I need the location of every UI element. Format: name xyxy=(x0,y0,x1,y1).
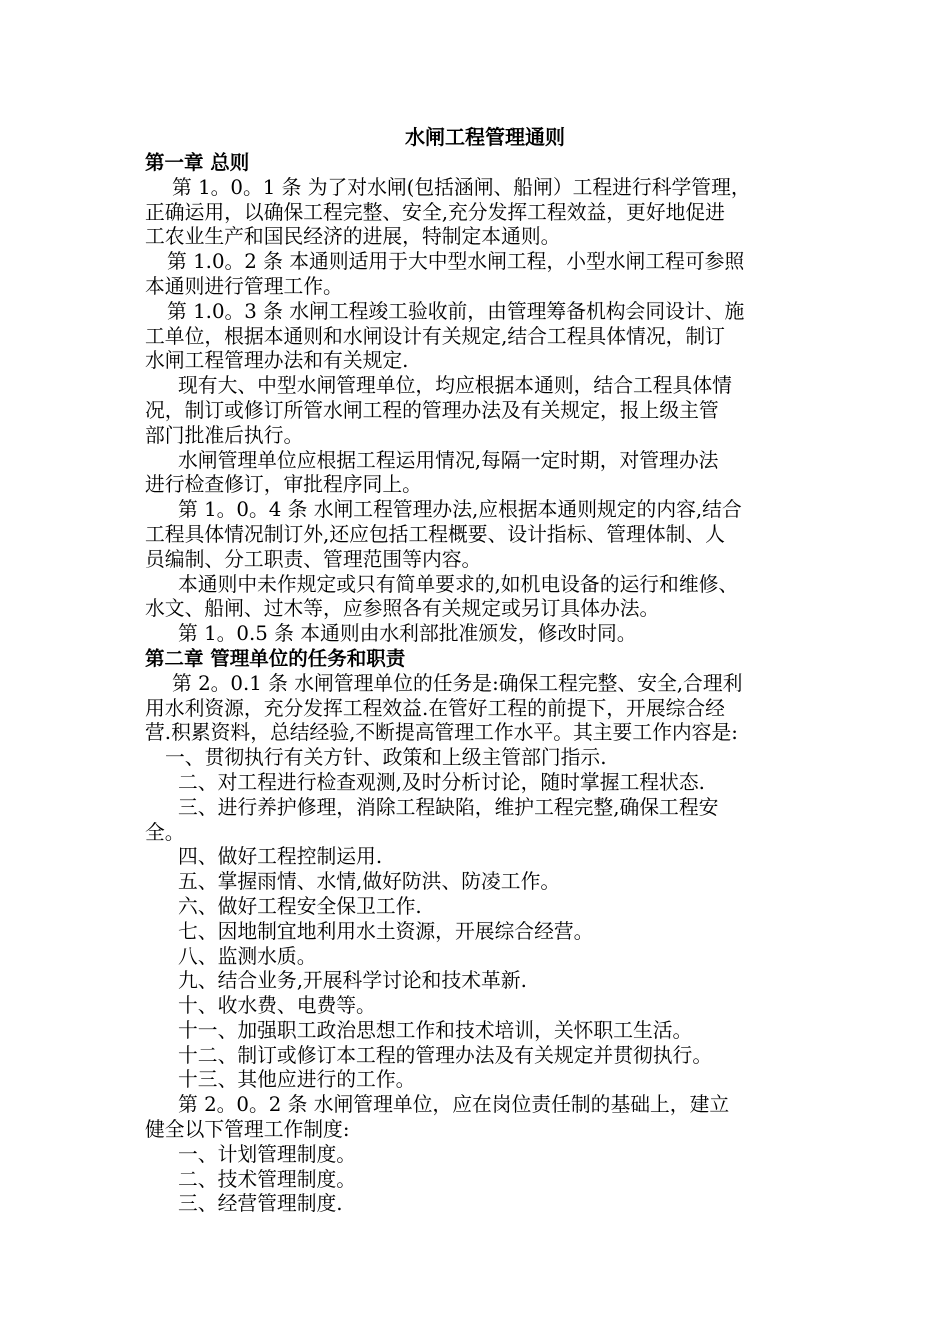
paragraph-line: 员编制、分工职责、管理范围等内容。 xyxy=(145,547,482,571)
paragraph-line: 部门批准后执行。 xyxy=(145,423,304,447)
paragraph-line: 八、监测水质。 xyxy=(178,944,317,968)
paragraph-line: 三、进行养护修理，消除工程缺陷，维护工程完整,确保工程安 xyxy=(178,795,719,819)
paragraph-line: 本通则中未作规定或只有简单要求的,如机电设备的运行和维修、 xyxy=(178,572,739,596)
paragraph-line: 工程具体情况制订外,还应包括工程概要、设计指标、管理体制、人 xyxy=(145,522,725,546)
document-page xyxy=(145,123,825,1217)
document-title: 水闸工程管理通则 xyxy=(405,125,565,149)
paragraph xyxy=(145,1143,825,1168)
paragraph xyxy=(145,1044,825,1069)
paragraph xyxy=(145,771,825,796)
paragraph-line: 第 2。0.1 条 水闸管理单位的任务是:确保工程完整、安全,合理利 xyxy=(172,671,743,695)
paragraph-line: 营.积累资料，总结经验,不断提高管理工作水平。其主要工作内容是: xyxy=(145,721,738,745)
paragraph-line: 第 1。0。1 条 为了对水闸(包括涵闸、船闸）工程进行科学管理， xyxy=(172,175,751,199)
paragraph xyxy=(145,449,825,499)
paragraph xyxy=(145,746,825,771)
paragraph-line: 本通则进行管理工作。 xyxy=(145,274,343,298)
paragraph xyxy=(145,920,825,945)
paragraph-line: 十、收水费、电费等。 xyxy=(178,994,376,1018)
paragraph xyxy=(145,845,825,870)
paragraph-line: 五、掌握雨情、水情,做好防洪、防凌工作。 xyxy=(178,870,561,894)
paragraph-line: 水文、船闸、过木等，应参照各有关规定或另订具体办法。 xyxy=(145,597,660,621)
paragraph-line: 十二、制订或修订本工程的管理办法及有关规定并贯彻执行。 xyxy=(178,1043,713,1067)
paragraph xyxy=(145,1068,825,1093)
paragraph xyxy=(145,672,825,746)
paragraph xyxy=(145,622,825,647)
paragraph-line: 第 1。0.5 条 本通则由水利部批准颁发，修改时同。 xyxy=(178,622,637,646)
paragraph xyxy=(145,498,825,572)
paragraph-line: 水闸工程管理办法和有关规定. xyxy=(145,349,409,373)
paragraph-line: 九、结合业务,开展科学讨论和技术革新. xyxy=(178,969,527,993)
paragraph-line: 四、做好工程控制运用. xyxy=(178,845,383,869)
paragraph xyxy=(145,573,825,623)
paragraph-line: 现有大、中型水闸管理单位，均应根据本通则，结合工程具体情 xyxy=(178,374,732,398)
paragraph-line: 六、做好工程安全保卫工作. xyxy=(178,894,422,918)
chapter-heading: 第二章 管理单位的任务和职责 xyxy=(145,646,406,670)
paragraph-line: 二、技术管理制度。 xyxy=(178,1167,357,1191)
paragraph xyxy=(145,300,825,374)
paragraph-line: 正确运用，以确保工程完整、安全,充分发挥工程效益，更好地促进 xyxy=(145,200,725,224)
paragraph-line: 第 1.0。3 条 水闸工程竣工验收前，由管理筹备机构会同设计、施 xyxy=(167,299,745,323)
paragraph xyxy=(145,1019,825,1044)
paragraph-line: 第 1.0。2 条 本通则适用于大中型水闸工程，小型水闸工程可参照 xyxy=(167,250,745,274)
paragraph-line: 二、对工程进行检查观测,及时分析讨论，随时掌握工程状态. xyxy=(178,770,705,794)
paragraph xyxy=(145,1192,825,1217)
paragraph-line: 况，制订或修订所管水闸工程的管理办法及有关规定，报上级主管 xyxy=(145,398,719,422)
chapter-heading: 第一章 总则 xyxy=(145,151,250,174)
paragraph-line: 三、经营管理制度. xyxy=(178,1192,343,1216)
paragraph xyxy=(145,994,825,1019)
paragraph xyxy=(145,374,825,448)
paragraph-line: 一、贯彻执行有关方针、政策和上级主管部门指示. xyxy=(165,746,607,770)
paragraph xyxy=(145,1168,825,1193)
paragraph-line: 七、因地制宜地利用水土资源，开展综合经营。 xyxy=(178,919,594,943)
document-body xyxy=(145,151,825,1217)
paragraph-line: 进行检查修订，审批程序同上。 xyxy=(145,473,422,497)
paragraph xyxy=(145,796,825,846)
paragraph xyxy=(145,1093,825,1143)
paragraph-line: 工农业生产和国民经济的进展，特制定本通则。 xyxy=(145,225,561,249)
paragraph-line: 十三、其他应进行的工作。 xyxy=(178,1068,416,1092)
paragraph-line: 健全以下管理工作制度: xyxy=(145,1118,350,1142)
paragraph-line: 一、计划管理制度。 xyxy=(178,1142,357,1166)
paragraph xyxy=(145,945,825,970)
paragraph-line: 水闸管理单位应根据工程运用情况,每隔一定时期，对管理办法 xyxy=(178,448,719,472)
paragraph xyxy=(145,969,825,994)
paragraph xyxy=(145,895,825,920)
paragraph-line: 工单位，根据本通则和水闸设计有关规定,结合工程具体情况，制订 xyxy=(145,324,725,348)
paragraph xyxy=(145,176,825,250)
paragraph xyxy=(145,250,825,300)
paragraph-line: 全。 xyxy=(145,820,185,844)
paragraph xyxy=(145,870,825,895)
paragraph-line: 用水利资源，充分发挥工程效益.在管好工程的前提下，开展综合经 xyxy=(145,696,725,720)
paragraph-line: 十一、加强职工政治思想工作和技术培训，关怀职工生活。 xyxy=(178,1018,693,1042)
paragraph-line: 第 1。0。4 条 水闸工程管理办法,应根据本通则规定的内容,结合 xyxy=(178,498,742,522)
paragraph-line: 第 2。0。2 条 水闸管理单位，应在岗位责任制的基础上，建立 xyxy=(178,1093,730,1117)
